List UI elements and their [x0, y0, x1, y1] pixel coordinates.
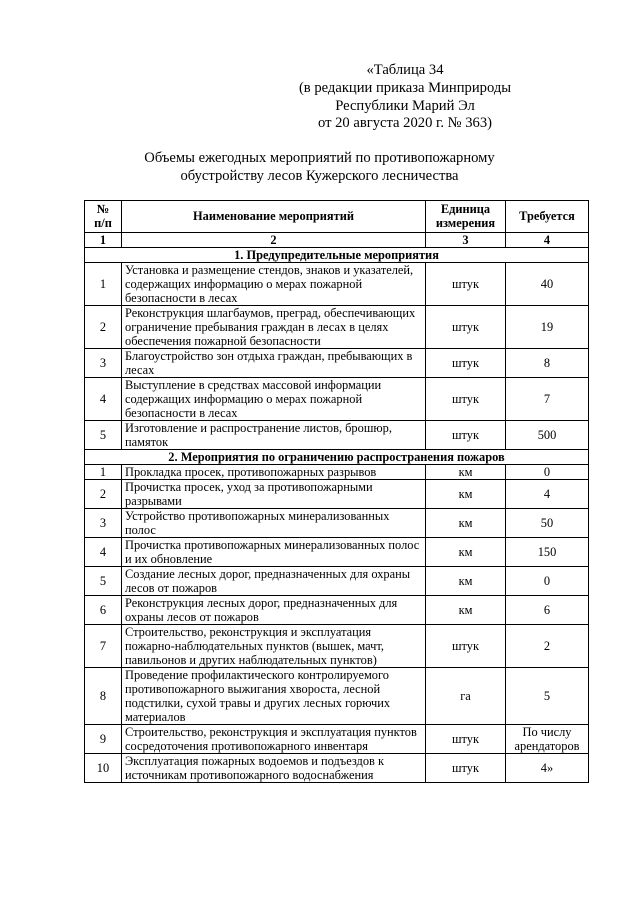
cell-required: 19 [506, 306, 589, 349]
cell-required: 150 [506, 538, 589, 567]
cell-required: 0 [506, 567, 589, 596]
cell-number: 8 [85, 668, 122, 725]
cell-name: Устройство противопожарных минерализованных полос [122, 509, 426, 538]
table-row [85, 378, 589, 421]
cell-name: Прочистка просек, уход за противопожарными разрывами [122, 480, 426, 509]
header-name: Наименование мероприятий [122, 201, 426, 233]
cell-name: Проведение профилактического контролируемого противопожарного выжигания хвороста, лесной подстилки, сухой травы и других лесных горючих материалов [122, 668, 426, 725]
table-row [85, 725, 589, 754]
table-row [85, 421, 589, 450]
section-header-row [85, 450, 589, 465]
table-caption [255, 62, 555, 133]
cell-unit: штук [426, 754, 506, 783]
cell-number: 9 [85, 725, 122, 754]
table-row [85, 306, 589, 349]
cell-name: Выступление в средствах массовой информации содержащих информацию о мерах пожарной безопасности в лесах [122, 378, 426, 421]
cell-number: 4 [85, 538, 122, 567]
cell-required: 40 [506, 263, 589, 306]
header-number: № п/п [85, 201, 122, 233]
cell-unit: штук [426, 725, 506, 754]
cell-number: 1 [85, 263, 122, 306]
table-row [85, 349, 589, 378]
cell-number: 5 [85, 421, 122, 450]
caption-line: от 20 августа 2020 г. № 363) [318, 115, 492, 132]
section-header-row [85, 248, 589, 263]
cell-name: Эксплуатация пожарных водоемов и подъездов к источникам противопожарного водоснабжения [122, 754, 426, 783]
cell-name: Прочистка противопожарных минерализованных полос и их обновление [122, 538, 426, 567]
cell-name: Благоустройство зон отдыха граждан, пребывающих в лесах [122, 349, 426, 378]
column-index-row: 1 2 3 4 [85, 233, 589, 248]
cell-required: 4» [506, 754, 589, 783]
cell-name: Строительство, реконструкция и эксплуатация пожарно-наблюдательных пунктов (вышек, мачт, павильонов и других наблюдательных пунктов) [122, 625, 426, 668]
cell-unit: км [426, 509, 506, 538]
cell-name: Прокладка просек, противопожарных разрывов [122, 465, 426, 480]
caption-line: «Таблица 34 [366, 62, 444, 78]
cell-unit: км [426, 538, 506, 567]
table-row [85, 509, 589, 538]
table-row [85, 567, 589, 596]
cell-required: 5 [506, 668, 589, 725]
cell-unit: га [426, 668, 506, 725]
table-row [85, 596, 589, 625]
table-row [85, 625, 589, 668]
document-title [0, 149, 639, 185]
table-row [85, 754, 589, 783]
cell-number: 6 [85, 596, 122, 625]
cell-unit: штук [426, 625, 506, 668]
cell-number: 3 [85, 509, 122, 538]
cell-required: 50 [506, 509, 589, 538]
cell-number: 3 [85, 349, 122, 378]
table-row [85, 668, 589, 725]
cell-unit: км [426, 465, 506, 480]
table-row [85, 480, 589, 509]
table-row [85, 465, 589, 480]
cell-number: 2 [85, 306, 122, 349]
cell-unit: км [426, 596, 506, 625]
title-line: обустройству лесов Кужерского лесничества [180, 168, 459, 184]
header-required: Требуется [506, 201, 589, 233]
cell-unit: км [426, 567, 506, 596]
cell-number: 5 [85, 567, 122, 596]
measures-table [84, 200, 589, 783]
cell-unit: штук [426, 421, 506, 450]
cell-number: 4 [85, 378, 122, 421]
cell-required: 8 [506, 349, 589, 378]
title-line: Объемы ежегодных мероприятий по противопожарному [144, 150, 495, 166]
cell-required: 2 [506, 625, 589, 668]
cell-required: 6 [506, 596, 589, 625]
cell-name: Реконструкция лесных дорог, предназначенных для охраны лесов от пожаров [122, 596, 426, 625]
caption-line: (в редакции приказа Минприроды [298, 79, 512, 96]
cell-number: 10 [85, 754, 122, 783]
table-header-row [85, 201, 589, 233]
cell-required: 4 [506, 480, 589, 509]
cell-number: 1 [85, 465, 122, 480]
header-unit: Единица измерения [426, 201, 506, 233]
cell-name: Создание лесных дорог, предназначенных для охраны лесов от пожаров [122, 567, 426, 596]
cell-number: 7 [85, 625, 122, 668]
section-title: 2. Мероприятия по ограничению распространения пожаров [85, 450, 589, 465]
cell-name: Строительство, реконструкция и эксплуатация пунктов сосредоточения противопожарного инвентаря [122, 725, 426, 754]
cell-unit: км [426, 480, 506, 509]
cell-required: 7 [506, 378, 589, 421]
cell-name: Реконструкция шлагбаумов, преград, обеспечивающих ограничение пребывания граждан в лесах в целях обеспечения пожарной безопасности [122, 306, 426, 349]
cell-name: Изготовление и распространение листов, брошюр, памяток [122, 421, 426, 450]
cell-unit: штук [426, 349, 506, 378]
cell-unit: штук [426, 378, 506, 421]
table-row [85, 538, 589, 567]
cell-unit: штук [426, 306, 506, 349]
cell-number: 2 [85, 480, 122, 509]
cell-required: 500 [506, 421, 589, 450]
caption-line: Республики Марий Эл [335, 97, 475, 114]
table-row [85, 263, 589, 306]
section-title: 1. Предупредительные мероприятия [85, 248, 589, 263]
cell-required: По числу арендаторов [506, 725, 589, 754]
cell-required: 0 [506, 465, 589, 480]
cell-unit: штук [426, 263, 506, 306]
cell-name: Установка и размещение стендов, знаков и указателей, содержащих информацию о мерах пожарной безопасности в лесах [122, 263, 426, 306]
